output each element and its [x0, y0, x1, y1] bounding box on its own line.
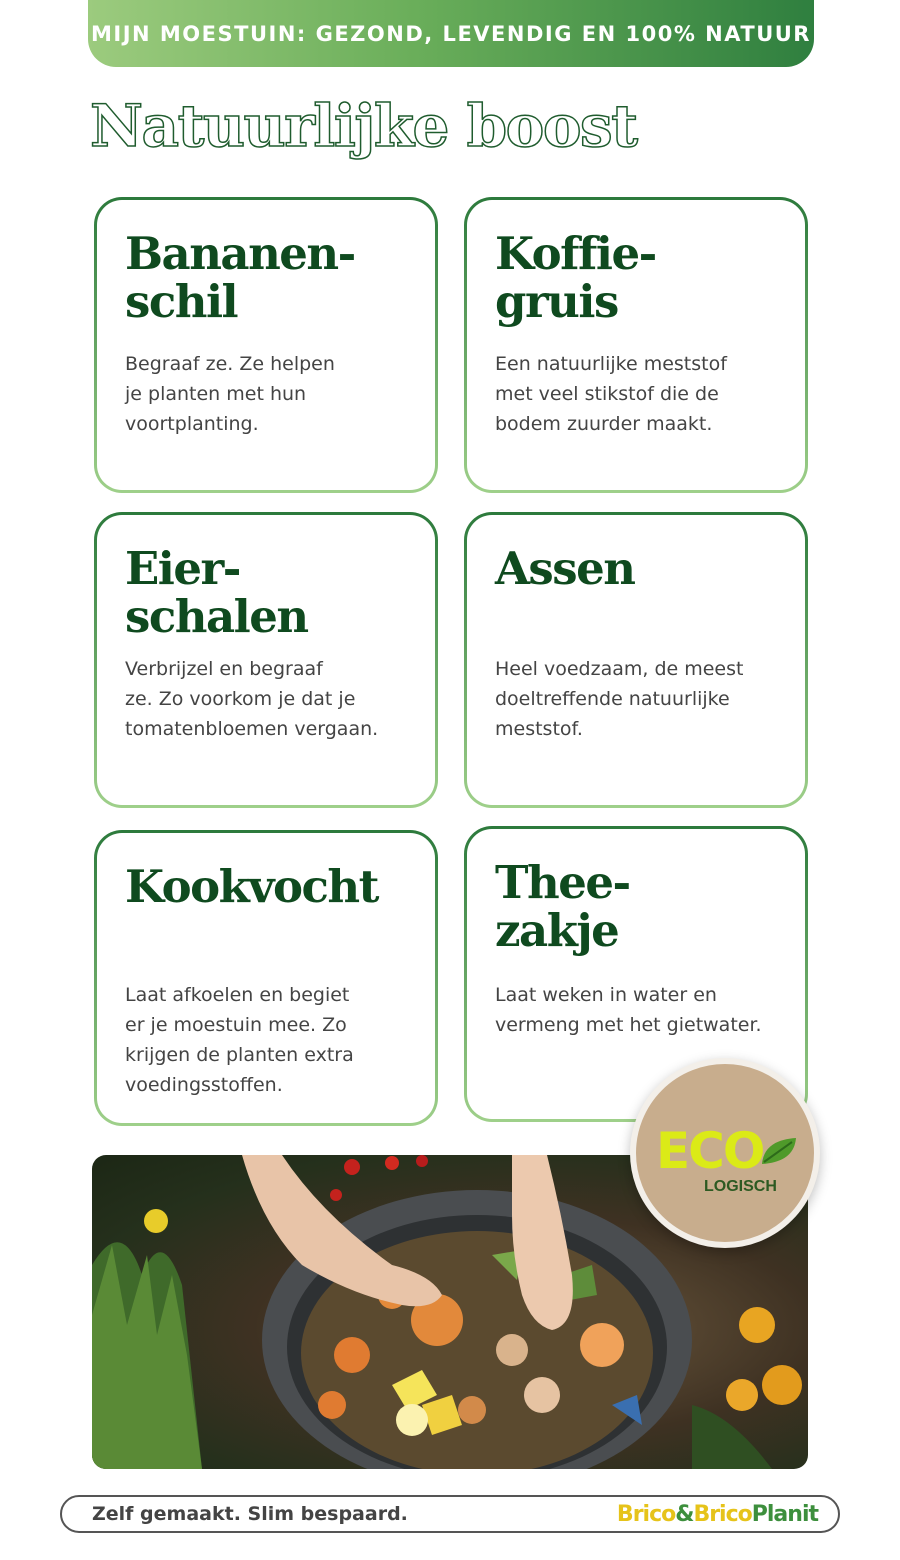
footer-slogan: Zelf gemaakt. Slim bespaard.	[92, 1503, 408, 1525]
card-bananenschil	[94, 197, 438, 493]
eco-badge-sub: LOGISCH	[704, 1178, 777, 1195]
card-kookvocht	[94, 830, 438, 1126]
card-title: Bananen- schil	[125, 227, 355, 328]
card-title: Eier- schalen	[125, 542, 308, 643]
page-title: Natuurlijke boost	[90, 92, 637, 160]
brand-part-brico-2: Brico	[693, 1501, 752, 1527]
card-title: Kookvocht	[125, 860, 378, 913]
card-description: Begraaf ze. Ze helpen je planten met hun voortplanting.	[125, 353, 335, 435]
card-description: Heel voedzaam, de meest doeltreffende natuurlijke meststof.	[495, 658, 744, 740]
card-description: Laat afkoelen en begiet er je moestuin mee. Zo krijgen de planten extra voedingsstoffen.	[125, 984, 354, 1096]
card-eierschalen	[94, 512, 438, 808]
brand-ampersand: &	[675, 1501, 694, 1527]
card-description: Een natuurlijke meststof met veel stikstof die de bodem zuurder maakt.	[495, 353, 727, 435]
leaf-icon	[758, 1134, 802, 1168]
eco-badge-main: ECO	[656, 1122, 764, 1180]
brand-part-brico-1: Brico	[616, 1501, 676, 1527]
banner-text: MIJN MOESTUIN: GEZOND, LEVENDIG EN 100% NATUUR	[91, 21, 811, 46]
brand-logo	[617, 1502, 818, 1527]
card-title: Koffie- gruis	[495, 227, 656, 328]
brand-part-planit: Planit	[751, 1501, 818, 1527]
card-description: Verbrijzel en begraaf ze. Zo voorkom je dat je tomatenbloemen vergaan.	[125, 658, 379, 740]
card-title: Assen	[495, 542, 635, 595]
card-title: Thee- zakje	[495, 856, 630, 957]
footer-bar	[60, 1495, 840, 1533]
card-koffiegruis	[464, 197, 808, 493]
card-assen	[464, 512, 808, 808]
top-banner	[88, 0, 814, 67]
card-description: Laat weken in water en vermeng met het gietwater.	[495, 984, 762, 1036]
eco-logisch-badge	[630, 1058, 820, 1248]
